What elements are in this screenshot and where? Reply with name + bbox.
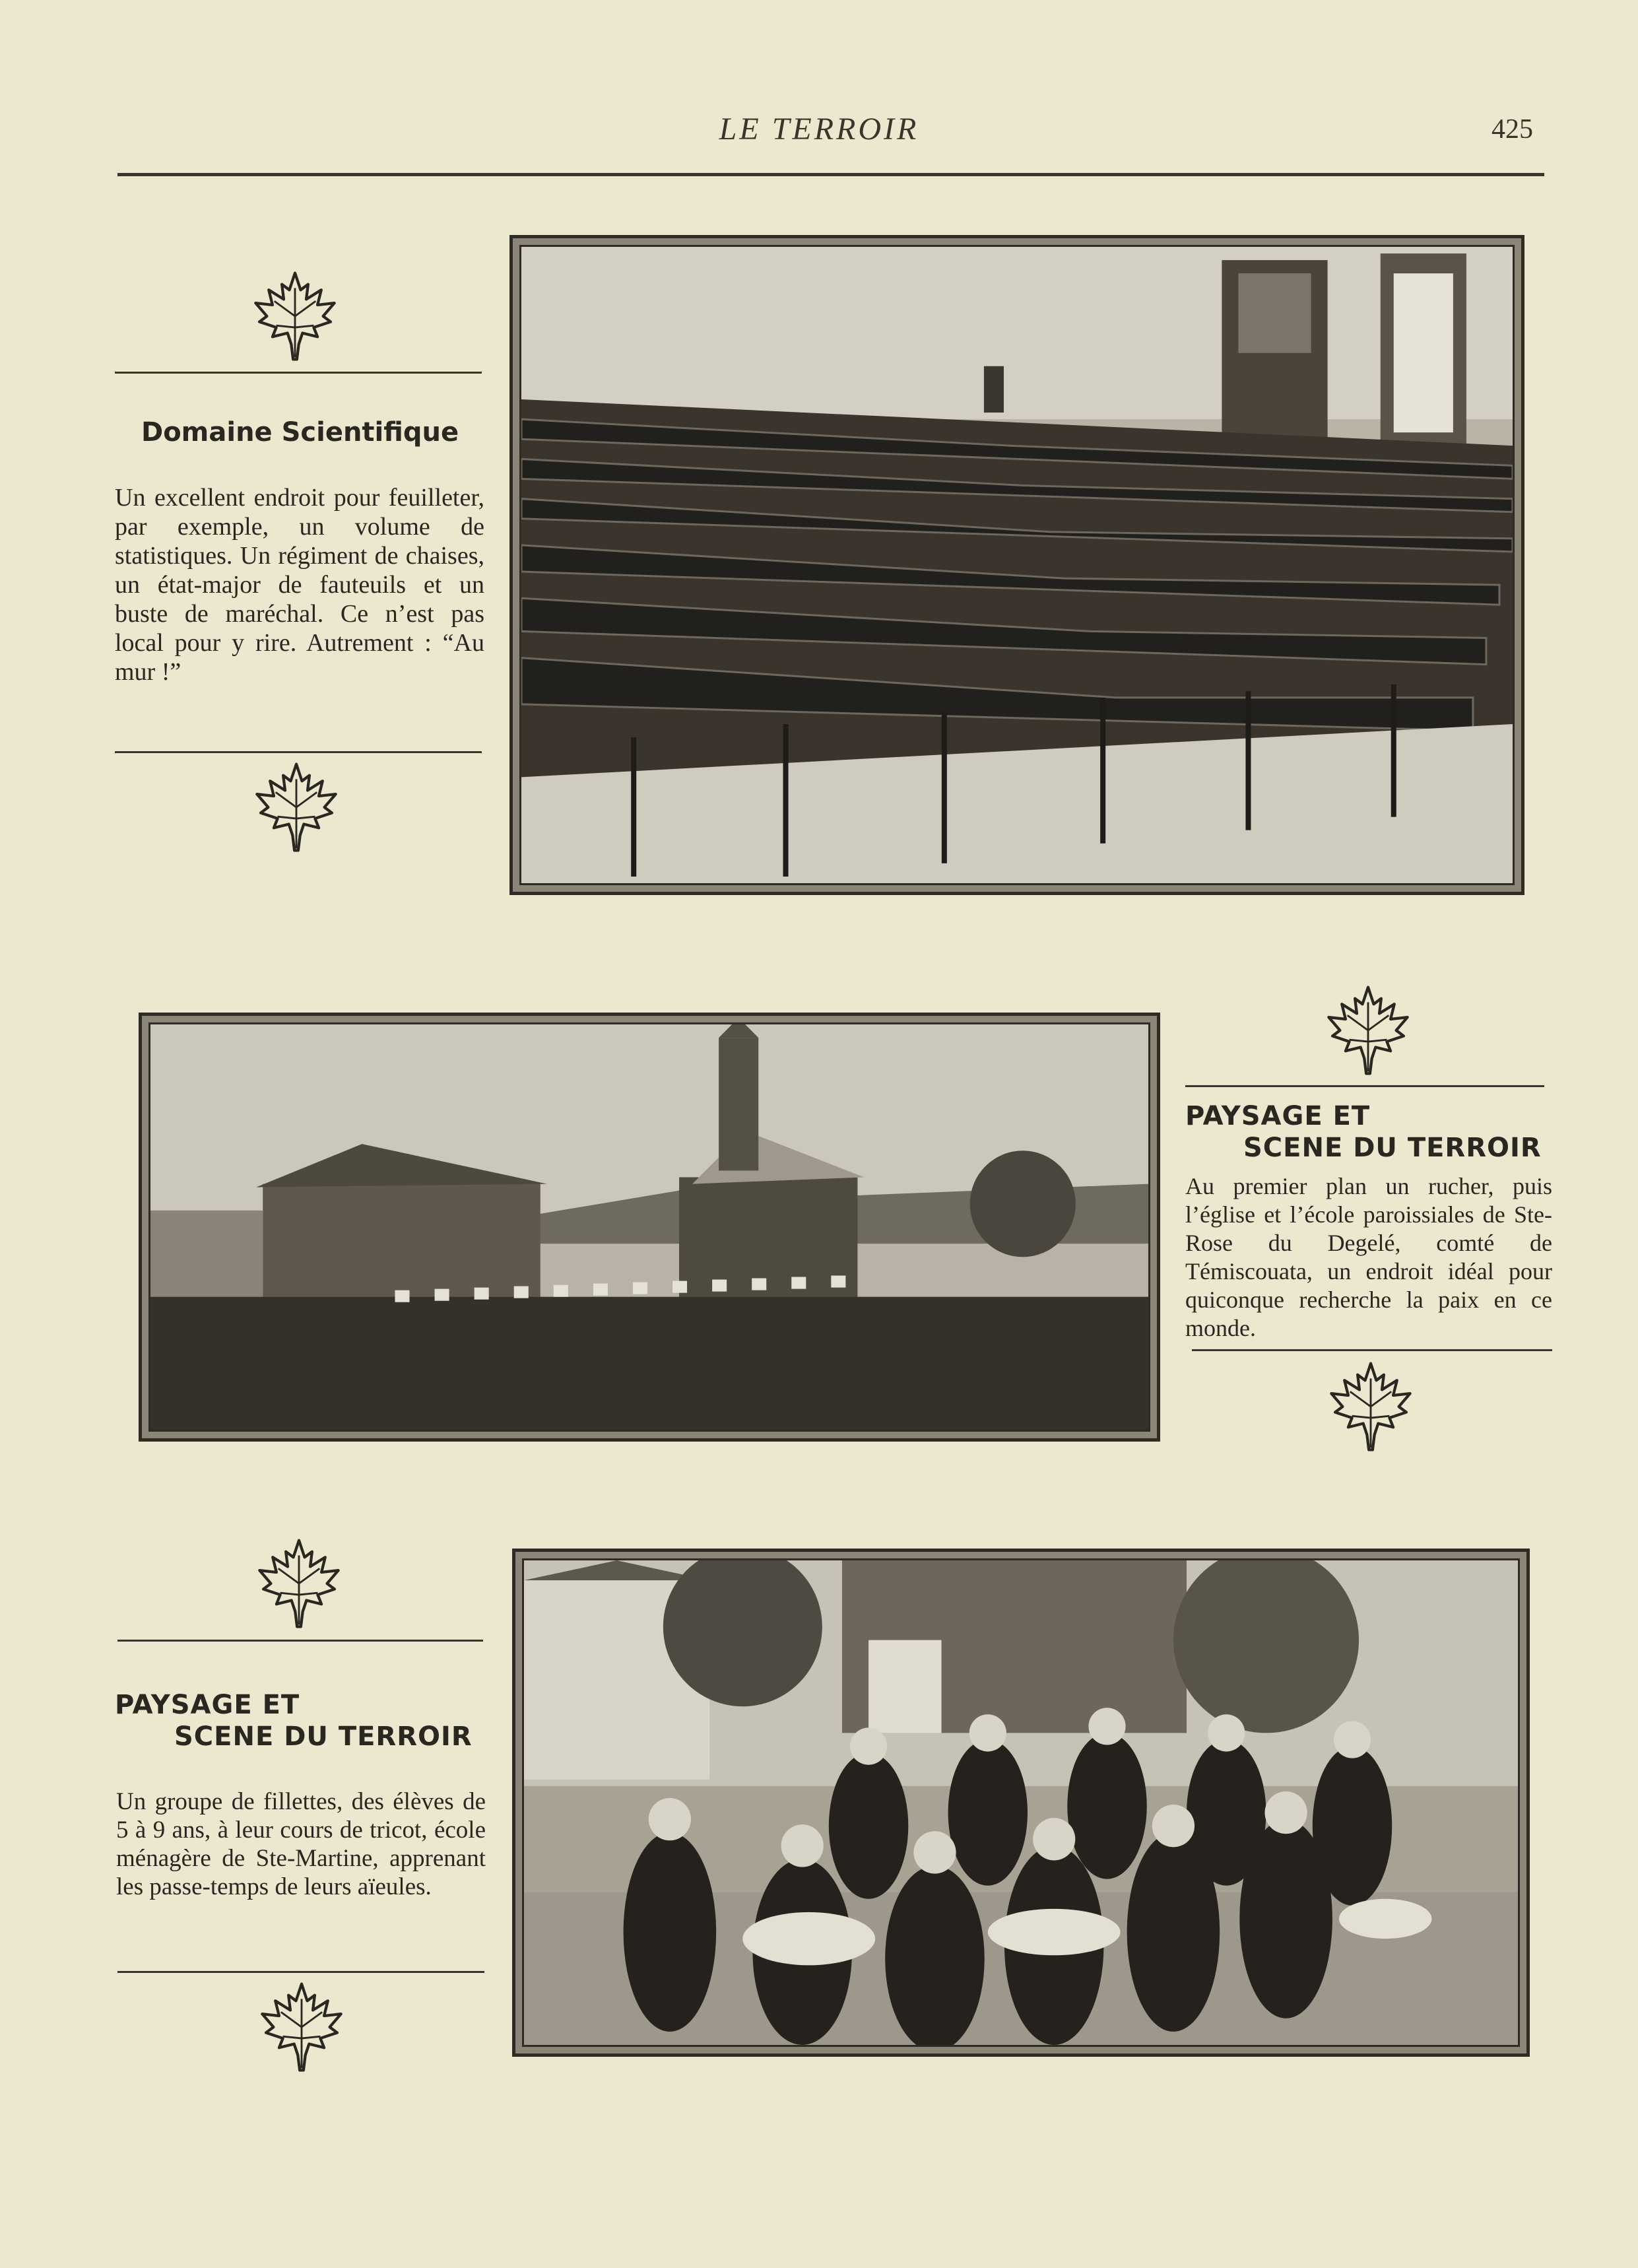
- section-3-bottom-rule: [117, 1971, 484, 1973]
- running-title: LE TERROIR: [719, 112, 919, 147]
- maple-leaf-icon: [1324, 1360, 1418, 1453]
- maple-leaf-icon: [248, 269, 342, 363]
- section-3-title-line1: PAYSAGE ET: [115, 1690, 300, 1720]
- section-2-title-line1: PAYSAGE ET: [1185, 1101, 1371, 1131]
- section-1-bottom-rule: [115, 751, 482, 753]
- church-school-apiary-photo: [139, 1013, 1160, 1442]
- section-1-text: Un excellent endroit pour feuilleter, par exemple, un volume de statistiques. Un régiment de chaises, un état-major de fauteuils et un buste de maréchal. Ce n’est pas local pour y rire. Autrement : “Au mur !”: [115, 484, 484, 686]
- maple-leaf-icon: [255, 1980, 348, 2074]
- section-1-title: Domaine Scientifique: [141, 417, 459, 448]
- section-2-top-rule: [1185, 1085, 1544, 1087]
- auditorium-seats-photo: [509, 235, 1524, 895]
- maple-leaf-icon: [1321, 984, 1415, 1077]
- section-2-text: Au premier plan un rucher, puis l’église et l’école paroissiales de Ste-Rose du Degelé, comté de Témiscouata, un endroit idéal pour quiconque recherche la paix en ce monde.: [1185, 1173, 1552, 1341]
- maple-leaf-icon: [249, 760, 343, 854]
- section-3-title-line2: SCENE DU TERROIR: [174, 1721, 473, 1752]
- maple-leaf-icon: [252, 1537, 346, 1630]
- header-rule: [117, 173, 1544, 176]
- section-2-bottom-rule: [1192, 1349, 1552, 1351]
- girls-knitting-photo: [512, 1549, 1530, 2057]
- page-number: 425: [1491, 114, 1533, 145]
- section-3-top-rule: [117, 1640, 483, 1642]
- section-2-title-line2: SCENE DU TERROIR: [1243, 1133, 1542, 1163]
- section-1-top-rule: [115, 372, 482, 374]
- section-3-text: Un groupe de fillettes, des élèves de 5 à 9 ans, à leur cours de tricot, école ménagère de Ste-Martine, apprenant les passe-temps de leurs aïeules.: [116, 1788, 486, 1900]
